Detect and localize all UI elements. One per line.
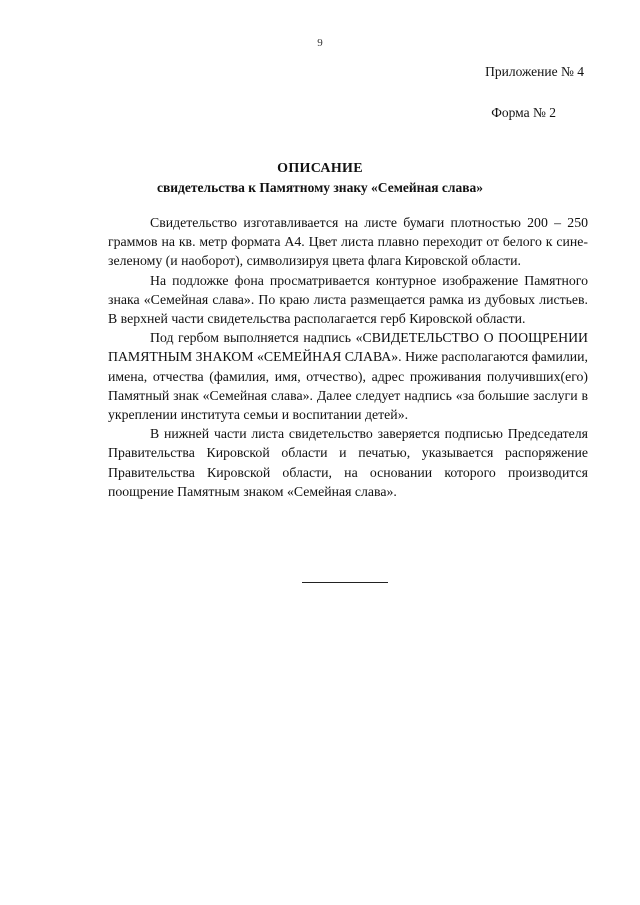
appendix-label: Приложение № 4 [485,64,584,79]
end-divider [302,582,388,583]
paragraph-4: В нижней части листа свидетельство заверяется подписью Председателя Правительства Кировской области и печатью, указывается распоряжение Правительства Кировской области, на основании которого производится поощрение Памятным знаком «Семейная слава». [108,426,588,499]
document-subtitle: свидетельства к Памятному знаку «Семейная слава» [157,180,483,195]
paragraph-3: Под гербом выполняется надпись «СВИДЕТЕЛЬСТВО О ПООЩРЕНИИ ПАМЯТНЫМ ЗНАКОМ «СЕМЕЙНАЯ СЛАВА». Ниже располагаются фамилии, имена, отчества (фамилия, имя, отчество), адрес проживания получивших(его) Памятный знак «Семейная слава». Далее следует надпись «за большие заслуги в укреплении института семьи и воспитании детей». [108,330,588,423]
document-title: ОПИСАНИЕ [277,161,363,176]
paragraph-2: На подложке фона просматривается контурное изображение Памятного знака «Семейная слава». По краю листа размещается рамка из дубовых листьев. В верхней части свидетельства располагается герб Кировской области. [108,272,588,327]
form-label: Форма № 2 [491,105,556,120]
page-number: 9 [317,37,323,49]
document-body [108,213,588,501]
paragraph-1: Свидетельство изготавливается на листе бумаги плотностью 200 – 250 граммов на кв. метр формата А4. Цвет листа плавно переходит от белого к сине-зеленому (и наоборот), символизируя цвета флага Кировской области. [108,215,588,269]
